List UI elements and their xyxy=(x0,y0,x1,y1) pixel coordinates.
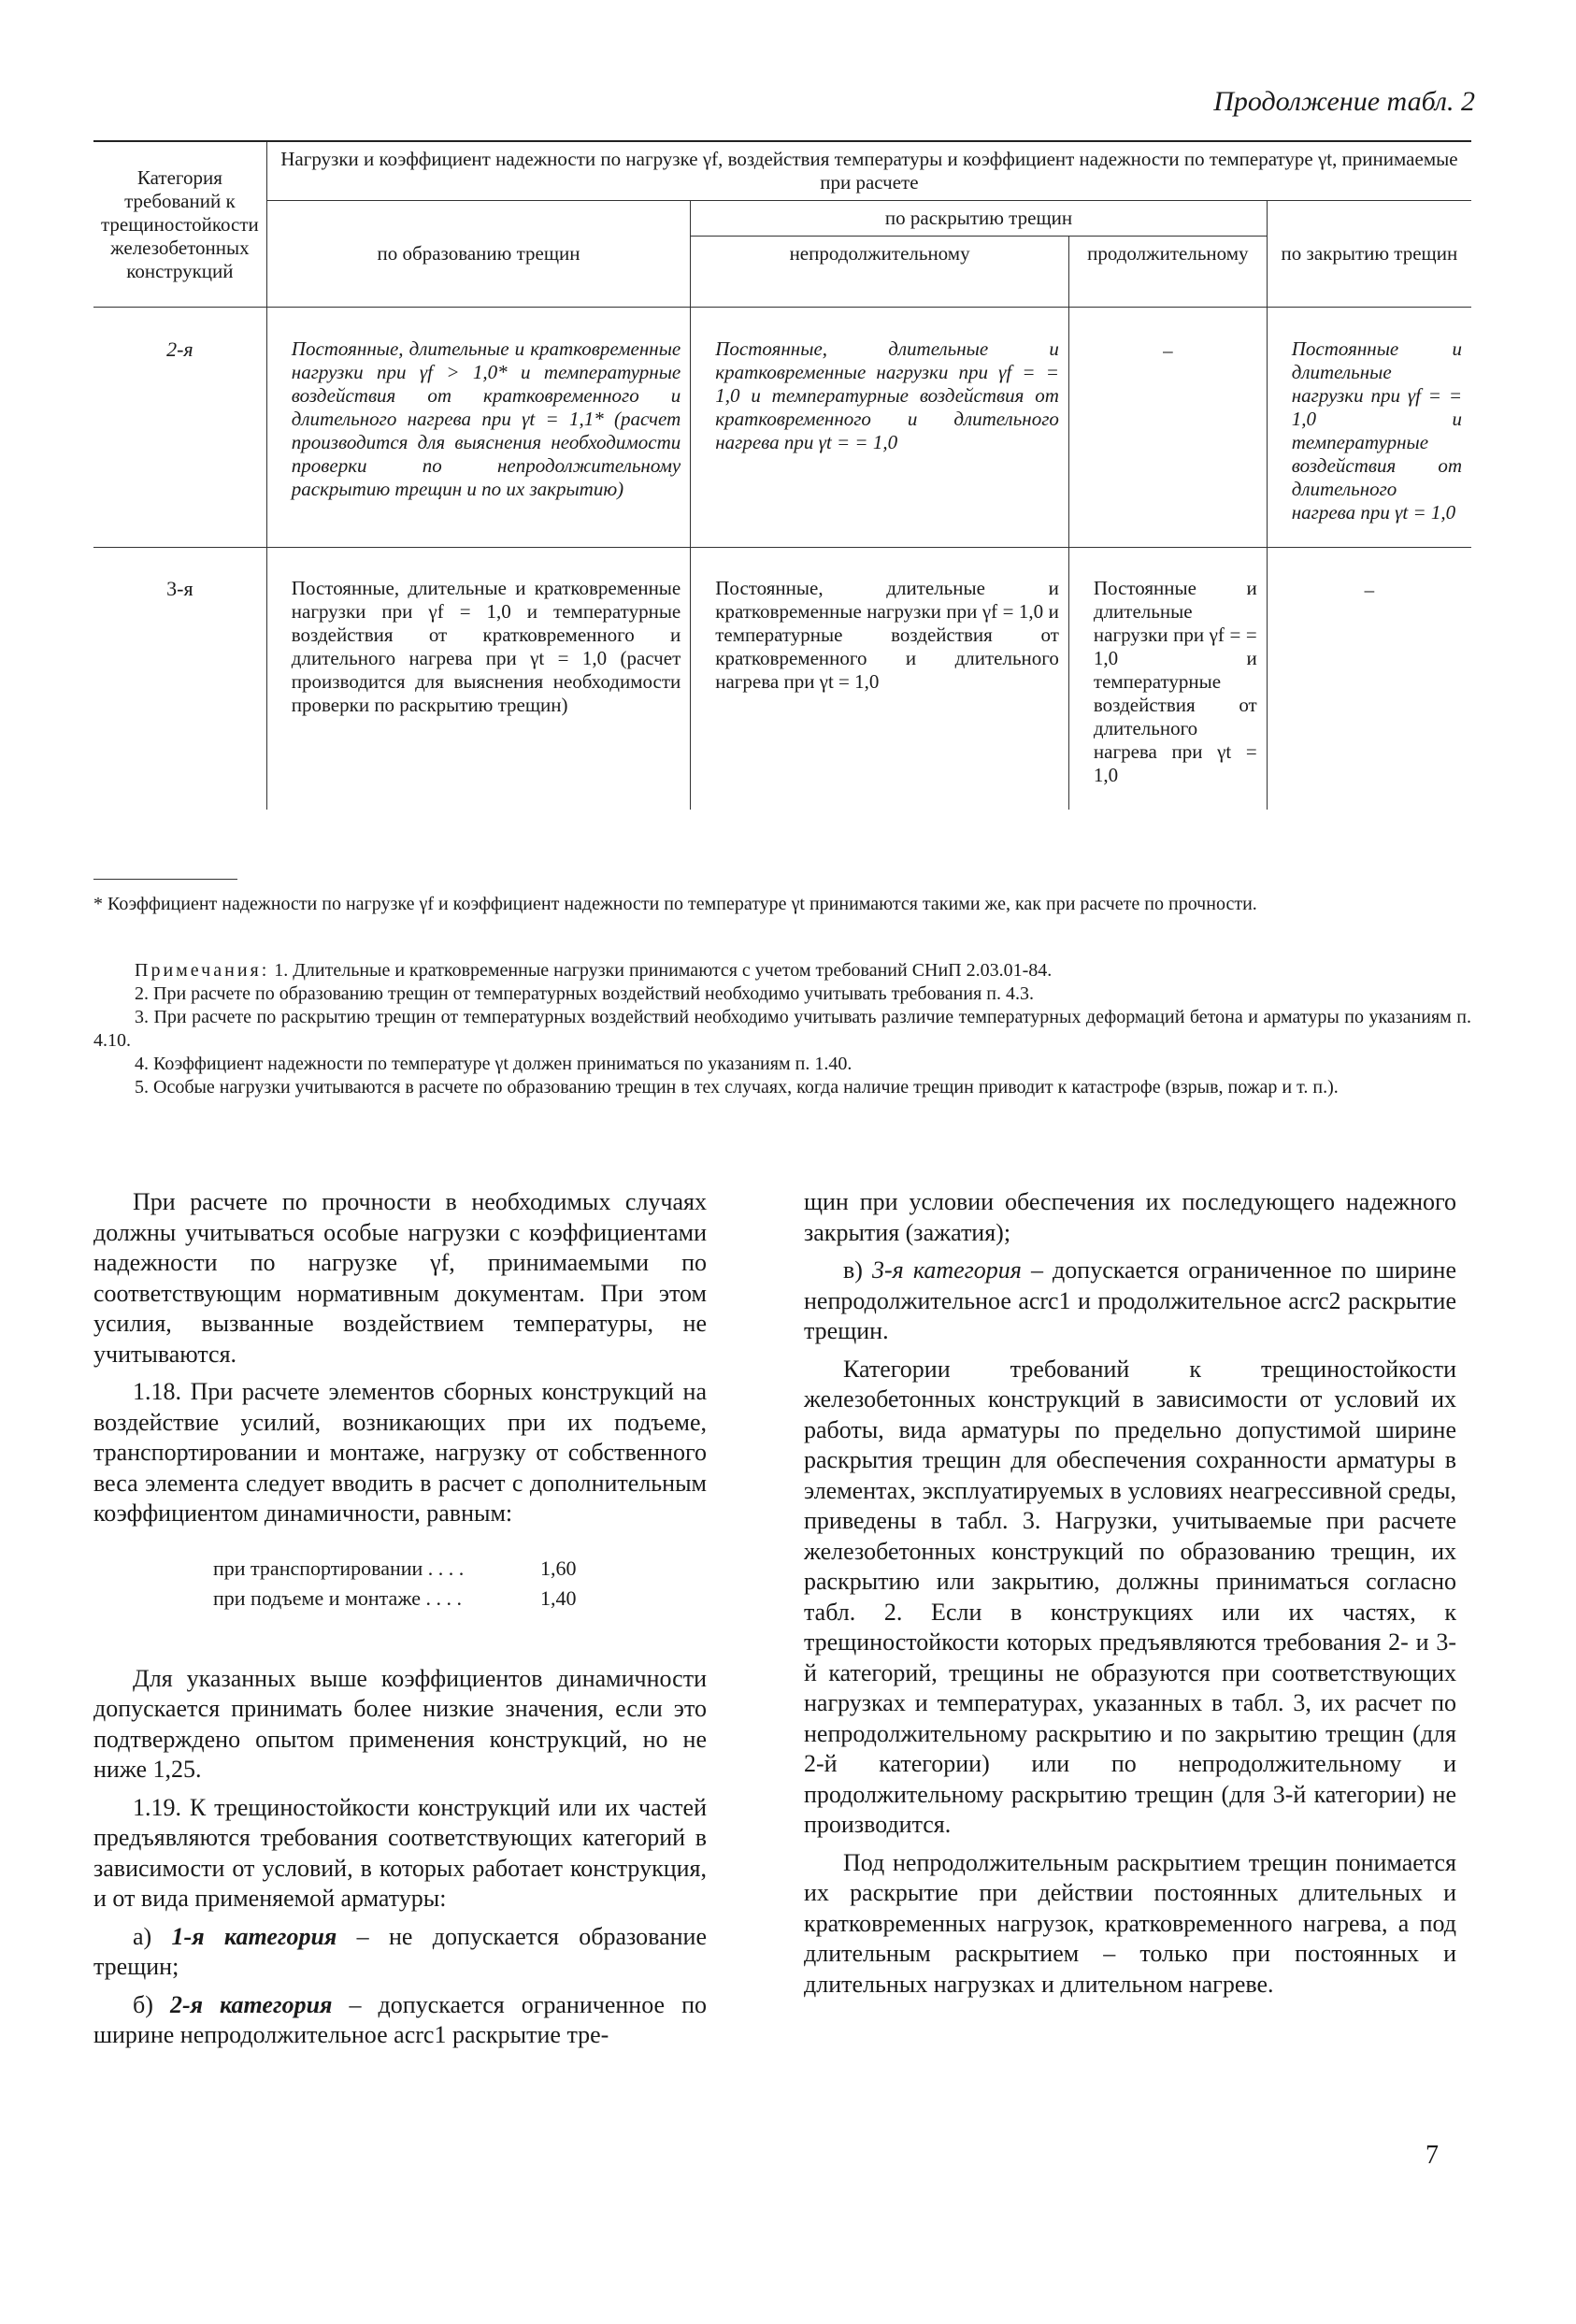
header-formation: по образованию трещин xyxy=(266,201,690,308)
header-closing: по закрытию трещин xyxy=(1267,201,1471,308)
continuation-caption: Продолжение табл. 2 xyxy=(1213,86,1475,117)
short-opening-cell: Постоянные, длительные и кратковременные нагрузки при γf = 1,0 и температурные воздействия от кратковременного и длительного нагрева при γt = 1,0 xyxy=(691,564,1069,810)
note-item: 2. При расчете по образованию трещин от температурных воздействий необходимо учитывать требования п. 4.3. xyxy=(135,983,1034,1004)
header-opening: по раскрытию трещин xyxy=(691,201,1267,237)
formation-cell: Постоянные, длительные и кратковременные нагрузки при γf = 1,0 и температурные воздействия от кратковременного и длительного нагрева при γt = 1,0 (расчет производится для выяснения необходимости проверки по раскрытию трещин) xyxy=(266,564,690,810)
paragraph: 1.18. При расчете элементов сборных конструкций на воздействие усилий, возникающих при их подъеме, транспортировании и монтаже, нагрузку от собственного веса элемента следует вводить в расчет с дополнительным коэффициентом динамичности, равным: xyxy=(93,1378,707,1527)
header-short-opening: непродолжительному xyxy=(691,237,1069,308)
table-row xyxy=(93,564,1471,810)
paragraph: щин при условии обеспечения их последующего надежного закрытия (зажатия); xyxy=(804,1188,1456,1246)
long-opening-cell: – xyxy=(1068,324,1267,548)
paragraph: Категории требований к трещиностойкости железобетонных конструкций в зависимости от условий их работы, вида арматуры по предельно допустимой ширине раскрытия трещин для обеспечения сохранности арматуры в элементах, эксплуатируемых в условиях неагрессивной среды, приведены в табл. 3. Нагрузки, учитываемые при расчете железобетонных конструкций по образованию трещин, их раскрытию или закрытию, должны приниматься согласно табл. 2. Если в конструкциях или их частях, к трещиностойкости которых предъявляются требования 2- и 3-й категорий, трещины не образуются при соответствующих нагрузках и температурах, указанных в табл. 3, их расчет по непродолжительному раскрытию и по закрытию трещин (для 2-й категории) или по непродолжительному и продолжительному раскрытию трещин (для 3-й категории) не производится. xyxy=(804,1355,1456,1838)
note-item: 5. Особые нагрузки учитываются в расчете по образованию трещин в тех случаях, когда наличие трещин приводит к катастрофе (взрыв, пожар и т. п.). xyxy=(135,1077,1339,1097)
loads-table xyxy=(93,140,1471,810)
header-category: Категория требований к трещиностойкости железобетонных конструкций xyxy=(93,141,266,308)
note-item: 1. Длительные и кратковременные нагрузки принимаются с учетом требований СНиП 2.03.01-84. xyxy=(274,960,1053,981)
coefficient-list xyxy=(213,1554,707,1614)
category-term: 3-я категория xyxy=(872,1256,1022,1284)
coef-label: при подъеме и монтаже . . . . xyxy=(213,1585,462,1610)
footnote: * Коэффициент надежности по нагрузке γf и коэффициент надежности по температуре γt принимаются такими же, как при расчете по прочности. xyxy=(93,894,1257,914)
short-opening-cell: Постоянные, длительные и кратковременные нагрузки при γf = = 1,0 и температурные воздействия от кратковременного и длительного нагрева при γt = = 1,0 xyxy=(691,324,1069,548)
paragraph: Под непродолжительным раскрытием трещин понимается их раскрытие при действии постоянных длительных и кратковременных нагрузок, кратковременного нагрева, а под длительным раскрытием – только при постоянных и длительных нагрузках и длительном нагреве. xyxy=(804,1848,1456,1998)
list-item: а) 1-я категория – не допускается образование трещин; xyxy=(93,1922,707,1980)
list-item: в) 3-я категория – допускается ограниченное по ширине непродолжительное acrc1 и продолжительное acrc2 раскрытие трещин. xyxy=(804,1256,1457,1344)
notes-label: Примечания: xyxy=(135,960,270,981)
long-opening-cell: Постоянные и длительные нагрузки при γf = = 1,0 и температурные воздействия от длительного нагрева при γt = 1,0 xyxy=(1068,564,1267,810)
paragraph: Для указанных выше коэффициентов динамичности допускается принимать более низкие значения, если это подтверждено опытом применения конструкций, но не ниже 1,25. xyxy=(93,1664,707,1783)
closing-cell: Постоянные и длительные нагрузки при γf = = 1,0 и температурные воздействия от длительного нагрева при γt = 1,0 xyxy=(1267,324,1471,548)
paragraph: При расчете по прочности в необходимых случаях должны учитываться особые нагрузки с коэффициентами надежности по нагрузке γf, принимаемыми по соответствующим нормативным документам. При этом усилия, вызванные воздействием температуры, не учитываются. xyxy=(93,1188,707,1368)
coef-label: при транспортировании . . . . xyxy=(213,1556,465,1580)
table-row xyxy=(93,324,1471,548)
note-item: 4. Коэффициент надежности по температуре γt должен приниматься по указаниям п. 1.40. xyxy=(135,1054,852,1074)
category-term: 1-я категория xyxy=(171,1922,337,1950)
page-number: 7 xyxy=(1426,2141,1439,2170)
left-column xyxy=(93,1187,707,2051)
category-label: 2-я xyxy=(166,337,193,361)
coef-value: 1,60 xyxy=(540,1556,577,1580)
footnote-rule xyxy=(93,879,237,880)
right-column xyxy=(804,1187,1456,2000)
coef-value: 1,40 xyxy=(540,1585,577,1610)
category-label: 3-я xyxy=(166,577,193,600)
table-notes xyxy=(93,959,1471,1099)
category-term: 2-я категория xyxy=(169,1990,333,2018)
header-long-opening: продолжительному xyxy=(1068,237,1267,308)
formation-cell: Постоянные, длительные и кратковременные нагрузки при γf > 1,0* и температурные воздействия от кратковременного и длительного нагрева при γt = 1,1* (расчет производится для выяснения необходимости проверки по непродолжительному раскрытию трещин и по их закрытию) xyxy=(266,324,690,548)
paragraph: 1.19. К трещиностойкости конструкций или их частей предъявляются требования соответствующих категорий в зависимости от условий, в которых работает конструкция, и от вида применяемой арматуры: xyxy=(93,1793,707,1912)
list-item: б) 2-я категория – допускается ограниченное по ширине непродолжительное acrc1 раскрытие тре- xyxy=(93,1990,708,2048)
header-loads: Нагрузки и коэффициент надежности по нагрузке γf, воздействия температуры и коэффициент надежности по температуре γt, принимаемые при расчете xyxy=(266,141,1471,201)
note-item: 3. При расчете по раскрытию трещин от температурных воздействий необходимо учитывать различие температурных деформаций бетона и арматуры по указаниям п. 4.10. xyxy=(93,1007,1471,1051)
closing-cell: – xyxy=(1267,564,1471,810)
